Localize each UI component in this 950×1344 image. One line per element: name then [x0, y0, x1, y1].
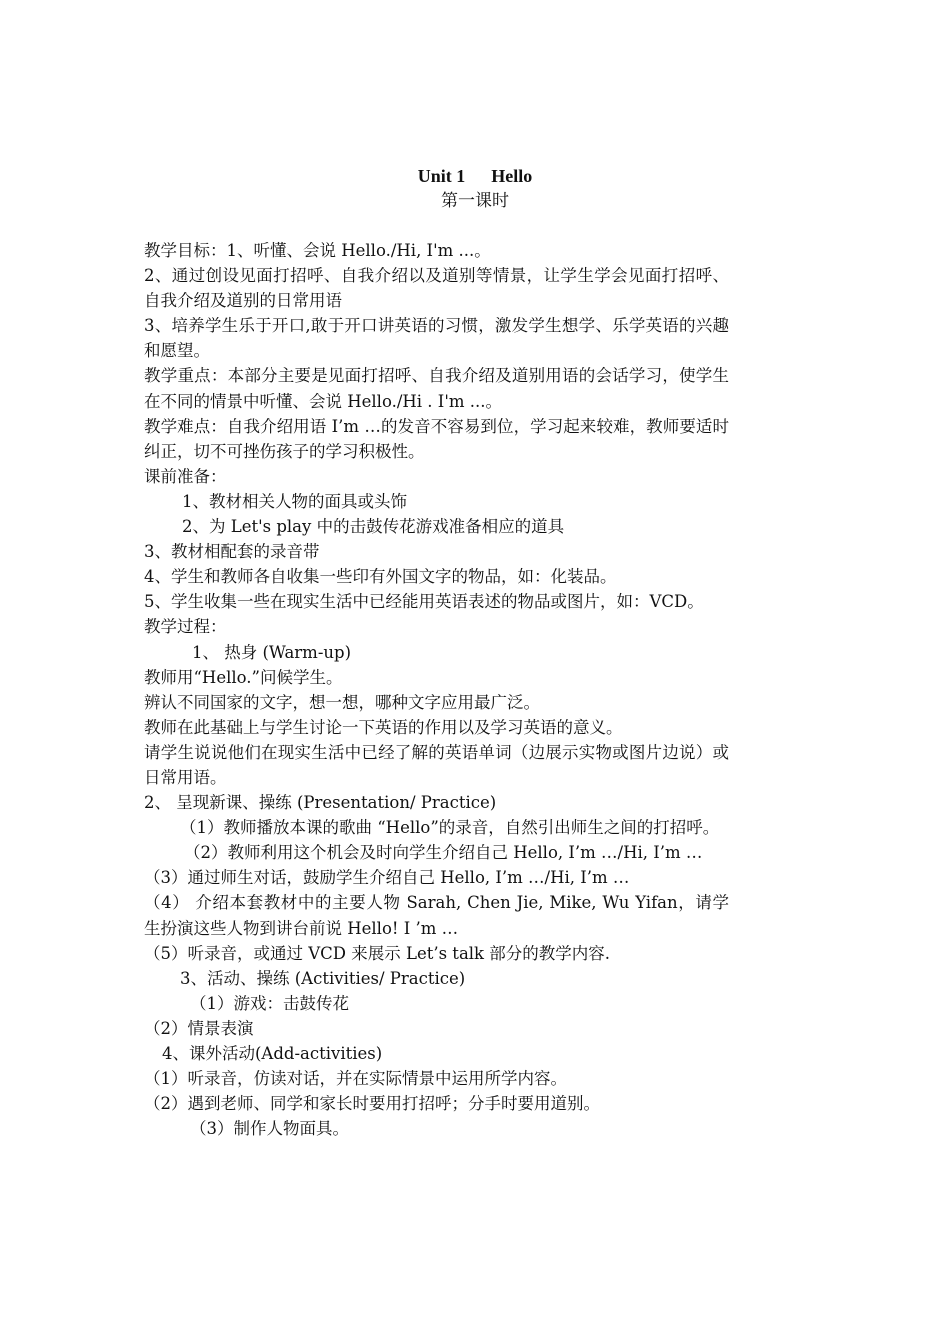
preparation-item-5: 5、学生收集一些在现实生活中已经能用英语表述的物品或图片，如：VCD。 — [144, 592, 704, 612]
step-1-line-2: 辨认不同国家的文字，想一想，哪种文字应用最广泛。 — [144, 692, 540, 712]
step-4-item-2: （2）遇到老师、同学和家长时要用打招呼；分手时要用道别。 — [144, 1094, 600, 1114]
step-2-heading: 2、 呈现新课、操练 (Presentation/ Practice) — [144, 793, 497, 813]
preparation-item-3: 3、教材相配套的录音带 — [144, 542, 320, 562]
step-3-item-2: （2）情景表演 — [144, 1018, 254, 1038]
unit-number: Unit 1 — [417, 166, 466, 186]
teaching-objective-3: 3、培养学生乐于开口,敢于开口讲英语的习惯，激发学生想学、乐学英语的兴趣和愿望。 — [144, 316, 729, 361]
preparation-item-2: 2、为 Let's play 中的击鼓传花游戏准备相应的道具 — [182, 517, 565, 537]
step-1-line-1: 教师用“Hello.”问候学生。 — [144, 667, 343, 687]
step-2-item-5: （5）听录音，或通过 VCD 来展示 Let’s talk 部分的教学内容. — [144, 943, 611, 963]
teaching-objective-1: 教学目标：1、听懂、会说 Hello./Hi, I'm ...。 — [144, 241, 491, 260]
step-2-item-3: （3）通过师生对话，鼓励学生介绍自己 Hello, I’m …/Hi, I’m … — [144, 868, 630, 888]
teaching-objective-2: 2、通过创设见面打招呼、自我介绍以及道别等情景，让学生学会见面打招呼、自我介绍及道别的日常用语 — [144, 266, 729, 311]
teaching-difficulties: 教学难点：自我介绍用语 I’m …的发音不容易到位，学习起来较难，教师要适时纠正，切不可挫伤孩子的学习积极性。 — [144, 416, 729, 461]
document-title — [0, 164, 950, 188]
step-2-item-1: （1）教师播放本课的歌曲 “Hello”的录音，自然引出师生之间的打招呼。 — [180, 818, 720, 838]
step-1-line-4: 请学生说说他们在现实生活中已经了解的英语单词（边展示实物或图片边说）或日常用语。 — [144, 742, 729, 787]
step-2-item-4: （4） 介绍本套教材中的主要人物 Sarah, Chen Jie, Mike, Wu Yifan，请学生扮演这些人物到讲台前说 Hello! I ’m … — [144, 893, 729, 938]
lesson-plan-body — [144, 238, 729, 1141]
step-3-heading: 3、活动、操练 (Activities/ Practice) — [180, 968, 466, 988]
step-4-item-3: （3）制作人物面具。 — [190, 1119, 349, 1139]
step-4-item-1: （1）听录音，仿读对话，并在实际情景中运用所学内容。 — [144, 1069, 567, 1089]
step-1-heading: 1、 热身 (Warm-up) — [192, 642, 352, 662]
procedure-heading: 教学过程： — [144, 617, 227, 637]
step-3-item-1: （1）游戏：击鼓传花 — [190, 993, 349, 1013]
step-2-item-2: （2）教师利用这个机会及时向学生介绍自己 Hello, I’m …/Hi, I’m … — [184, 843, 703, 863]
preparation-item-1: 1、教材相关人物的面具或头饰 — [182, 491, 407, 511]
preparation-item-4: 4、学生和教师各自收集一些印有外国文字的物品，如：化装品。 — [144, 567, 617, 587]
lesson-subtitle: 第一课时 — [441, 191, 509, 211]
preparation-heading: 课前准备： — [144, 466, 227, 486]
unit-topic: Hello — [491, 166, 533, 186]
step-4-heading: 4、课外活动(Add-activities) — [162, 1044, 383, 1063]
teaching-key-points: 教学重点：本部分主要是见面打招呼、自我介绍及道别用语的会话学习，使学生在不同的情景中听懂、会说 Hello./Hi . I'm ...。 — [144, 366, 729, 411]
step-1-line-3: 教师在此基础上与学生讨论一下英语的作用以及学习英语的意义。 — [144, 717, 623, 737]
